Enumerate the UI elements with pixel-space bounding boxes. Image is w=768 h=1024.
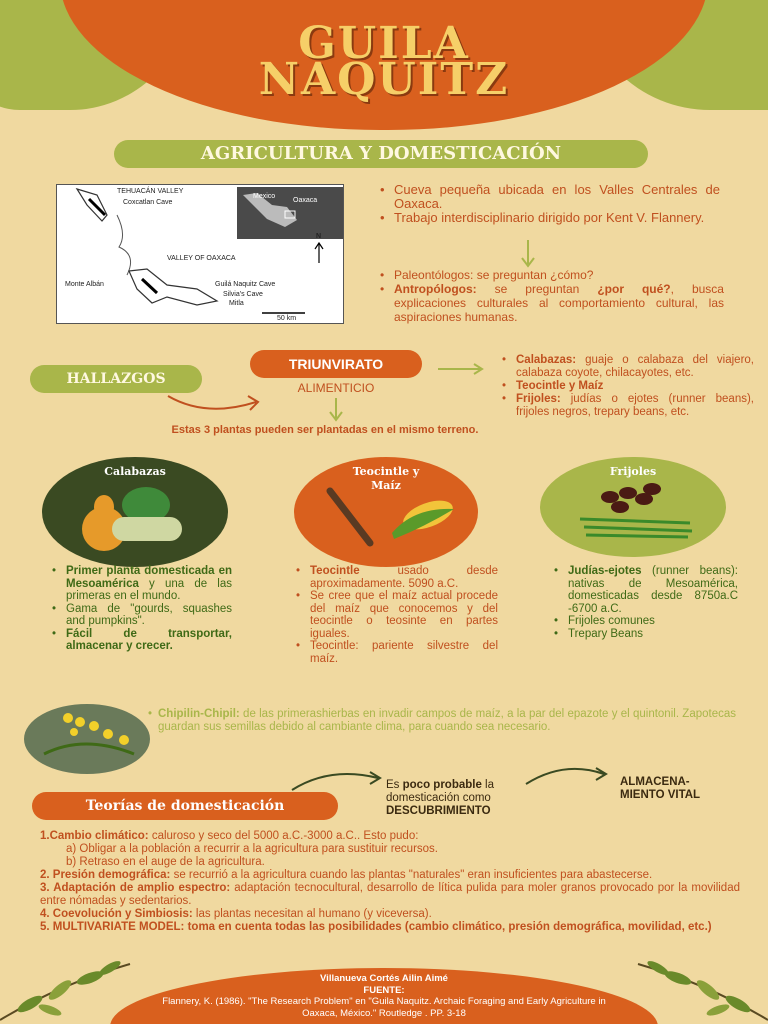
teoria-2-text: se recurrió a la agricultura cuando las plantas "naturales" eran insuficientes para abastecerse.: [170, 869, 653, 881]
antropologos-text: , busca explicaciones culturales al comportamiento cultural, las aspiraciones humanas.: [394, 282, 724, 324]
page-title-line2: NAQUITZ: [258, 54, 510, 105]
teoria-2: [40, 869, 740, 882]
subtitle-banner: AGRICULTURA Y DOMESTICACIÓN: [114, 140, 648, 168]
poco-probable-es: Es: [386, 779, 403, 791]
teoria-1: [40, 830, 740, 843]
triunvirato-calabazas-label: Calabazas:: [516, 354, 577, 366]
chipilin-body: de las primerashierbas en invadir campos de maíz, a la par del epazote y el quintonil. Zapotecas guardan sus semillas debido al cambiante clima, para cuando sea necesario.: [158, 708, 736, 733]
teocintle-bullet-1-bold: Teocintle: [310, 565, 360, 577]
calabazas-bullet-1-text: y una de las primeras en el mundo.: [66, 577, 232, 602]
calabazas-bullet-3-bold: Fácil de transportar, almacenar y crecer.: [66, 627, 232, 652]
triunvirato-item-teocintle: [502, 380, 754, 393]
chipilin-flower-icon: [24, 704, 153, 774]
page-title-line1: GUILA: [298, 18, 470, 69]
teorias-pill: Teorías de domesticación: [32, 792, 338, 820]
calabazas-bullet-1: [52, 565, 232, 603]
map-label-silvias-cave: Silvia's Cave: [223, 291, 263, 298]
map-label-monte-alban: Monte Albán: [65, 281, 104, 288]
teoria-3: [40, 882, 740, 908]
chipilin-image: [24, 704, 153, 774]
chipilin-text: [148, 708, 736, 734]
planting-note: Estas 3 plantas pueden ser plantadas en el mismo terreno.: [171, 424, 479, 436]
intro-list-2: [380, 268, 724, 324]
teoria-4: [40, 908, 740, 921]
almacenamiento-label: ALMACENA-MIENTO VITAL: [620, 776, 701, 801]
curved-arrow-almacenamiento: [524, 762, 614, 788]
teocintle-circle-title: Teocintle y Maíz: [352, 465, 420, 492]
calabazas-bullet-2: • Gama de "gourds, squashes and pumpkins".: [52, 603, 232, 628]
antropologos-mid: se preguntan: [476, 282, 598, 296]
corn-icon: [294, 457, 478, 567]
triunvirato-list: [502, 354, 754, 419]
teoria-5: [40, 921, 740, 934]
poco-probable-text: [386, 779, 536, 818]
teocintle-bullet-2: • Se cree que el maíz actual procede del maíz que conocemos y del teocintle o teosinte en partes iguales.: [296, 590, 498, 640]
map-label-oaxaca: Oaxaca: [293, 197, 318, 204]
teocintle-column: [296, 565, 498, 665]
calabazas-circle: [42, 457, 228, 567]
teocintle-circle: [294, 457, 478, 567]
poco-probable-bold: poco probable: [402, 779, 482, 791]
triunvirato-item-frijoles: [502, 393, 754, 419]
teoria-5-title: 5. MULTIVARIATE MODEL:: [40, 921, 185, 933]
teoria-4-title: 4. Coevolución y Simbiosis:: [40, 908, 193, 920]
down-arrow-intro: [520, 240, 536, 270]
oaxaca-map: [56, 184, 344, 324]
frijoles-bullet-2: • Frijoles comunes: [554, 615, 738, 628]
map-label-valley-oaxaca: VALLEY OF OAXACA: [167, 255, 236, 262]
frijoles-circle-title: Frijoles: [609, 465, 657, 478]
teoria-5-text: toma en cuenta todas las posibilidades (cambio climático, presión demográfica, movilidad, etc.): [184, 921, 712, 933]
footer-author: Villanueva Cortés Ailin Aimé: [320, 973, 448, 984]
map-label-guila-naquitz: Guilá Naquitz Cave: [215, 281, 276, 288]
right-arrow-triunvirato: [436, 362, 486, 376]
teoria-3-title: 3. Adaptación de amplio espectro:: [40, 882, 231, 894]
intro-list-1: [380, 183, 720, 225]
map-label-mexico: Mexico: [253, 193, 276, 200]
intro-bullet-trabajo: • Trabajo interdisciplinario dirigido por Kent V. Flannery.: [380, 211, 720, 225]
intro-bullet-cueva: • Cueva pequeña ubicada en los Valles Centrales de Oaxaca.: [380, 183, 720, 211]
intro-bullet-antropologos: [380, 282, 724, 324]
antropologos-label: Antropólogos:: [394, 282, 477, 296]
triunvirato-item-calabazas: [502, 354, 754, 380]
triunvirato-teocintle-label: Teocintle y Maíz: [516, 380, 604, 392]
leaf-branch-left-icon: [0, 954, 140, 1024]
intro-bullet-paleontologos: • Paleontólogos: se preguntan ¿cómo?: [380, 268, 724, 282]
teoria-2-title: 2. Presión demográfica:: [40, 869, 171, 881]
triunvirato-pill: TRIUNVIRATO: [250, 350, 422, 378]
triunvirato-frijoles-text: judías o ejotes (runner beans), frijoles negros, trepary beans, etc.: [516, 393, 754, 418]
descubrimiento-label: DESCUBRIMIENTO: [386, 805, 491, 817]
calabazas-column: [52, 565, 232, 653]
teoria-1b: b) Retraso en el auge de la agricultura.: [66, 856, 265, 868]
frijoles-column: [554, 565, 738, 640]
squash-icon: [42, 457, 228, 567]
alimenticio-label: ALIMENTICIO: [297, 381, 375, 395]
map-label-north: N: [316, 233, 322, 240]
frijoles-bullet-3: • Trepary Beans: [554, 628, 738, 641]
chipilin-label: Chipilin-Chipil:: [158, 708, 240, 720]
curved-arrow-hallazgos: [166, 392, 266, 422]
teoria-1-text: caluroso y seco del 5000 a.C.-3000 a.C.. Esto pudo:: [148, 830, 419, 842]
hallazgos-pill: HALLAZGOS: [30, 365, 202, 393]
teoria-3-text: adaptación tecnocultural, desarrollo de lítica pulida para moler granos provocado por la movilidad entre nómadas y sedentarios.: [40, 882, 740, 907]
teocintle-bullet-1: [296, 565, 498, 590]
map-label-scale: 50 km: [277, 315, 297, 322]
frijoles-circle: [540, 457, 726, 557]
teoria-1-title: 1.Cambio climático:: [40, 830, 149, 842]
map-label-tehuacan: TEHUACÁN VALLEY: [117, 188, 184, 195]
poco-probable-la: la domesticación como: [386, 779, 495, 804]
teoria-4-text: las plantas necesitan al humano (y viceversa).: [192, 908, 432, 920]
triunvirato-calabazas-text: guaje o calabaza del viajero, calabaza coyote, chilacayotes, etc.: [516, 354, 754, 379]
leaf-branch-right-icon: [628, 954, 768, 1024]
map-label-mitla: Mitla: [229, 300, 244, 307]
calabazas-bullet-3: [52, 628, 232, 653]
calabazas-circle-title: Calabazas: [104, 465, 166, 478]
antropologos-por-que: ¿por qué?: [597, 282, 671, 296]
map-label-coxcatlan: Coxcatlan Cave: [123, 199, 173, 206]
teocintle-bullet-1-text: usado desde aproximadamente. 5090 a.C.: [310, 565, 498, 590]
calabazas-bullet-1-bold: Primer planta domesticada en Mesoamérica: [66, 565, 232, 590]
frijoles-bullet-1-bold: Judías-ejotes: [568, 565, 642, 577]
triunvirato-frijoles-label: Frijoles:: [516, 393, 561, 405]
frijoles-bullet-1-text: (runner beans): nativas de Mesoamérica, domesticadas desde 8750a.C -6700 a.C.: [568, 565, 738, 615]
teoria-1a: a) Obligar a la población a recurrir a la agricultura para sustituir recursos.: [66, 843, 438, 855]
chipilin-bullet-dot: •: [148, 708, 153, 720]
frijoles-bullet-1: [554, 565, 738, 615]
footer-fuente: FUENTE:: [363, 985, 405, 996]
footer-reference: Flannery, K. (1986). "The Research Problem" en "Guila Naquitz. Archaic Foraging and Early Agriculture in Oaxaca, México." Routledge . PP. 3-18: [162, 996, 606, 1019]
teorias-list: [40, 830, 740, 934]
down-arrow-triunvirato: [328, 398, 344, 424]
beans-icon: [540, 457, 726, 557]
teocintle-bullet-3: • Teocintle: pariente silvestre del maíz.: [296, 640, 498, 665]
